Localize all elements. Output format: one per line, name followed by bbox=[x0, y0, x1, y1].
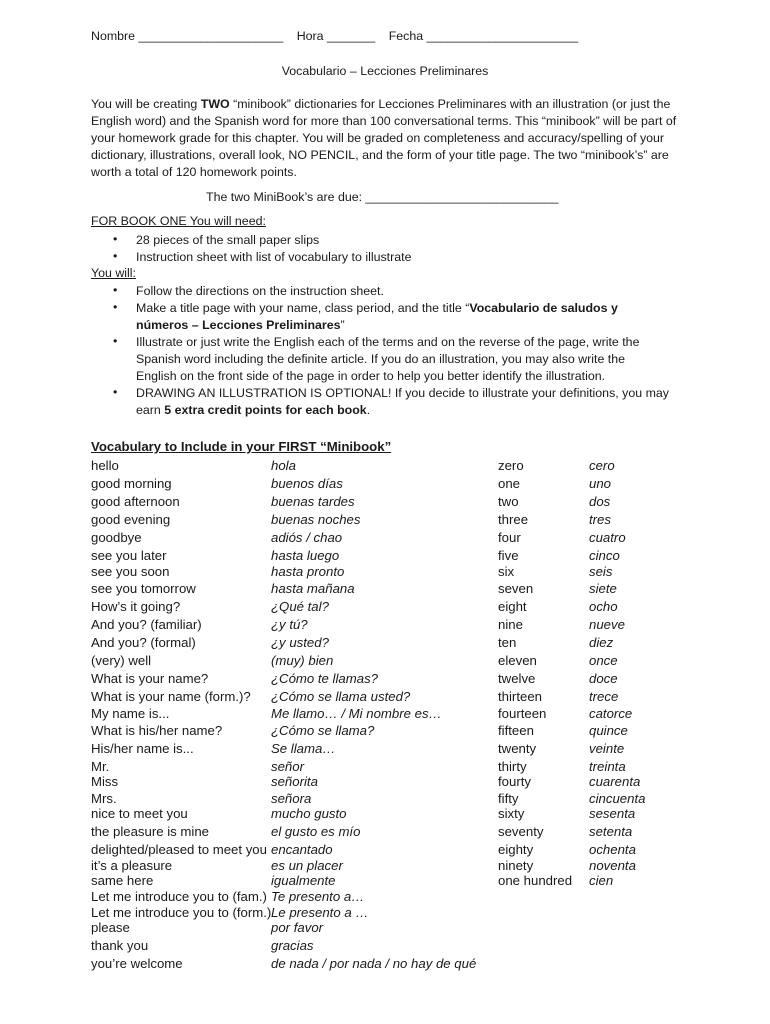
number-spanish: doce bbox=[589, 671, 618, 686]
number-english: fifteen bbox=[498, 723, 534, 738]
number-english: ten bbox=[498, 635, 517, 650]
vocab-english: What is your name (form.)? bbox=[91, 689, 251, 704]
vocab-spanish: buenas tardes bbox=[271, 494, 355, 509]
step-item: DRAWING AN ILLUSTRATION IS OPTIONAL! If you decide to illustrate your definitions, you may earn 5 extra credit points for each book. bbox=[136, 386, 669, 417]
vocab-spanish: igualmente bbox=[271, 873, 336, 888]
vocab-english: please bbox=[91, 920, 130, 935]
number-row bbox=[0, 706, 770, 724]
number-english: ninety bbox=[498, 858, 534, 873]
step-item: Follow the directions on the instruction sheet. bbox=[136, 284, 384, 298]
number-row bbox=[0, 741, 770, 759]
vocab-spanish: buenas noches bbox=[271, 512, 361, 527]
number-english: one bbox=[498, 476, 521, 491]
number-spanish: catorce bbox=[589, 706, 633, 721]
number-english: six bbox=[498, 564, 515, 579]
due-date-line[interactable]: The two MiniBook’s are due: ____________________________ bbox=[206, 190, 559, 204]
vocab-english: Miss bbox=[91, 774, 119, 789]
vocab-english: Let me introduce you to (fam.) bbox=[91, 889, 267, 904]
vocab-english: you’re welcome bbox=[91, 956, 183, 971]
number-spanish: cuatro bbox=[589, 530, 626, 545]
number-english: seven bbox=[498, 581, 534, 596]
vocab-spanish: gracias bbox=[271, 938, 314, 953]
vocab-english: nice to meet you bbox=[91, 806, 188, 821]
number-english: five bbox=[498, 548, 519, 563]
number-english: thirteen bbox=[498, 689, 542, 704]
vocab-spanish: ¿y usted? bbox=[271, 635, 329, 650]
vocab-spanish: ¿Qué tal? bbox=[271, 599, 329, 614]
name-field-label[interactable]: Nombre _____________________ bbox=[91, 29, 284, 43]
vocab-spanish: mucho gusto bbox=[271, 806, 347, 821]
vocab-spanish: Te presento a… bbox=[271, 889, 365, 904]
number-spanish: sesenta bbox=[589, 806, 636, 821]
hour-field-label[interactable]: Hora _______ bbox=[296, 29, 376, 43]
number-english: eighty bbox=[498, 842, 534, 857]
vocab-english: Let me introduce you to (form.) bbox=[91, 905, 272, 920]
vocab-english: good evening bbox=[91, 512, 171, 527]
number-english: four bbox=[498, 530, 521, 545]
vocab-spanish: ¿Cómo se llama? bbox=[271, 723, 375, 738]
bullet-icon: • bbox=[113, 232, 118, 246]
number-english: twelve bbox=[498, 671, 536, 686]
number-spanish: uno bbox=[589, 476, 612, 491]
number-spanish: quince bbox=[589, 723, 628, 738]
number-spanish: tres bbox=[589, 512, 611, 527]
vocab-english: His/her name is... bbox=[91, 741, 194, 756]
number-row bbox=[0, 653, 770, 671]
page-title: Vocabulario – Lecciones Preliminares bbox=[281, 64, 489, 78]
vocab-english: it’s a pleasure bbox=[91, 858, 173, 873]
number-spanish: cincuenta bbox=[589, 791, 646, 806]
number-spanish: diez bbox=[589, 635, 614, 650]
header-line bbox=[91, 29, 578, 43]
book-one-heading: FOR BOOK ONE You will need: bbox=[91, 214, 266, 228]
number-spanish: cien bbox=[589, 873, 614, 888]
number-english: thirty bbox=[498, 759, 527, 774]
number-spanish: cero bbox=[589, 458, 615, 473]
number-row bbox=[0, 564, 770, 582]
vocab-english: My name is... bbox=[91, 706, 170, 721]
number-spanish: noventa bbox=[589, 858, 636, 873]
vocab-spanish: ¿y tú? bbox=[271, 617, 308, 632]
bullet-icon: • bbox=[113, 249, 118, 263]
vocab-english: hello bbox=[91, 458, 119, 473]
number-row bbox=[0, 806, 770, 824]
vocab-spanish: señora bbox=[271, 791, 312, 806]
vocab-spanish: de nada / por nada / no hay de qué bbox=[271, 956, 477, 971]
vocab-spanish: ¿Cómo te llamas? bbox=[271, 671, 379, 686]
number-english: three bbox=[498, 512, 529, 527]
vocab-spanish: Le presento a … bbox=[271, 905, 369, 920]
number-row bbox=[0, 824, 770, 842]
number-english: fourteen bbox=[498, 706, 547, 721]
vocab-spanish: es un placer bbox=[271, 858, 343, 873]
number-spanish: siete bbox=[589, 581, 617, 596]
number-row bbox=[0, 476, 770, 494]
vocab-heading: Vocabulary to Include in your FIRST “Minibook” bbox=[91, 439, 392, 454]
bullet-icon: • bbox=[113, 334, 118, 348]
vocab-spanish: Se llama… bbox=[271, 741, 336, 756]
number-row bbox=[0, 617, 770, 635]
number-spanish: cuarenta bbox=[589, 774, 641, 789]
date-field-label[interactable]: Fecha ______________________ bbox=[388, 29, 579, 43]
number-spanish: setenta bbox=[589, 824, 633, 839]
number-row bbox=[0, 599, 770, 617]
vocab-english: What is his/her name? bbox=[91, 723, 223, 738]
vocab-spanish: por favor bbox=[271, 920, 324, 935]
vocab-spanish: señorita bbox=[271, 774, 318, 789]
number-spanish: cinco bbox=[589, 548, 620, 563]
number-row bbox=[0, 689, 770, 707]
vocab-english: How’s it going? bbox=[91, 599, 181, 614]
step-item: Illustrate or just write the English each of the terms and on the reverse of the page, write the Spanish word including the definite article. If you do an illustration, you may also write the English on the front side of the page in order to help you better identify the illustration. bbox=[136, 335, 640, 383]
number-english: fourty bbox=[498, 774, 531, 789]
vocab-spanish: hasta pronto bbox=[271, 564, 345, 579]
vocab-english: And you? (formal) bbox=[91, 635, 196, 650]
number-spanish: veinte bbox=[589, 741, 625, 756]
vocab-spanish: hola bbox=[271, 458, 296, 473]
vocab-english: thank you bbox=[91, 938, 149, 953]
need-item: Instruction sheet with list of vocabulary to illustrate bbox=[136, 250, 412, 264]
vocab-english: see you later bbox=[91, 548, 167, 563]
number-spanish: dos bbox=[589, 494, 611, 509]
number-row bbox=[0, 723, 770, 741]
number-spanish: trece bbox=[589, 689, 619, 704]
vocab-spanish: hasta mañana bbox=[271, 581, 355, 596]
intro-paragraph: You will be creating TWO “minibook” dictionaries for Lecciones Preliminares with an illustration (or just the English word) and the Spanish word for more than 100 conversational terms. This “minibook” will be part of your homework grade for this chapter. You will be graded on completeness and accuracy/spelling of your dictionary, illustrations, overall look, NO PENCIL, and the form of your title page. The two “minibook’s” are worth a total of 120 homework points. bbox=[91, 97, 677, 179]
vocab-spanish: Me llamo… / Mi nombre es… bbox=[271, 706, 442, 721]
number-row bbox=[0, 635, 770, 653]
bullet-icon: • bbox=[113, 283, 118, 297]
number-row bbox=[0, 512, 770, 530]
number-spanish: seis bbox=[589, 564, 613, 579]
vocab-english: delighted/pleased to meet you bbox=[91, 842, 267, 857]
vocab-english: Mrs. bbox=[91, 791, 117, 806]
you-will-heading: You will: bbox=[91, 266, 136, 280]
bullet-icon: • bbox=[113, 300, 118, 314]
number-row bbox=[0, 458, 770, 476]
vocab-english: good morning bbox=[91, 476, 172, 491]
vocab-spanish: buenos días bbox=[271, 476, 343, 491]
vocab-english: see you tomorrow bbox=[91, 581, 196, 596]
number-english: one hundred bbox=[498, 873, 573, 888]
step-item: Make a title page with your name, class period, and the title “Vocabulario de saludos y números – Lecciones Preliminares” bbox=[136, 301, 618, 332]
number-row bbox=[0, 873, 770, 891]
vocab-spanish: señor bbox=[271, 759, 304, 774]
vocab-row bbox=[0, 956, 770, 974]
number-english: zero bbox=[498, 458, 524, 473]
vocab-english: goodbye bbox=[91, 530, 142, 545]
number-row bbox=[0, 774, 770, 792]
number-english: nine bbox=[498, 617, 523, 632]
number-spanish: treinta bbox=[589, 759, 626, 774]
vocab-spanish: (muy) bien bbox=[271, 653, 334, 668]
vocab-english: (very) well bbox=[91, 653, 152, 668]
number-english: seventy bbox=[498, 824, 544, 839]
number-english: two bbox=[498, 494, 519, 509]
number-english: eleven bbox=[498, 653, 537, 668]
vocab-row bbox=[0, 920, 770, 938]
number-spanish: ocho bbox=[589, 599, 618, 614]
vocab-spanish: ¿Cómo se llama usted? bbox=[271, 689, 411, 704]
vocab-english: good afternoon bbox=[91, 494, 180, 509]
vocab-spanish: adiós / chao bbox=[271, 530, 343, 545]
need-item: 28 pieces of the small paper slips bbox=[136, 233, 320, 247]
number-row bbox=[0, 494, 770, 512]
number-english: eight bbox=[498, 599, 527, 614]
vocab-spanish: encantado bbox=[271, 842, 333, 857]
vocab-spanish: el gusto es mío bbox=[271, 824, 361, 839]
vocab-english: same here bbox=[91, 873, 154, 888]
vocab-english: the pleasure is mine bbox=[91, 824, 210, 839]
vocab-english: see you soon bbox=[91, 564, 170, 579]
number-spanish: nueve bbox=[589, 617, 625, 632]
number-row bbox=[0, 530, 770, 548]
number-spanish: ochenta bbox=[589, 842, 636, 857]
vocab-row bbox=[0, 938, 770, 956]
number-row bbox=[0, 581, 770, 599]
number-english: sixty bbox=[498, 806, 525, 821]
number-row bbox=[0, 671, 770, 689]
number-spanish: once bbox=[589, 653, 618, 668]
vocab-english: And you? (familiar) bbox=[91, 617, 202, 632]
bullet-icon: • bbox=[113, 385, 118, 399]
vocab-english: Mr. bbox=[91, 759, 110, 774]
number-english: twenty bbox=[498, 741, 537, 756]
vocab-spanish: hasta luego bbox=[271, 548, 340, 563]
vocab-english: What is your name? bbox=[91, 671, 209, 686]
number-english: fifty bbox=[498, 791, 519, 806]
